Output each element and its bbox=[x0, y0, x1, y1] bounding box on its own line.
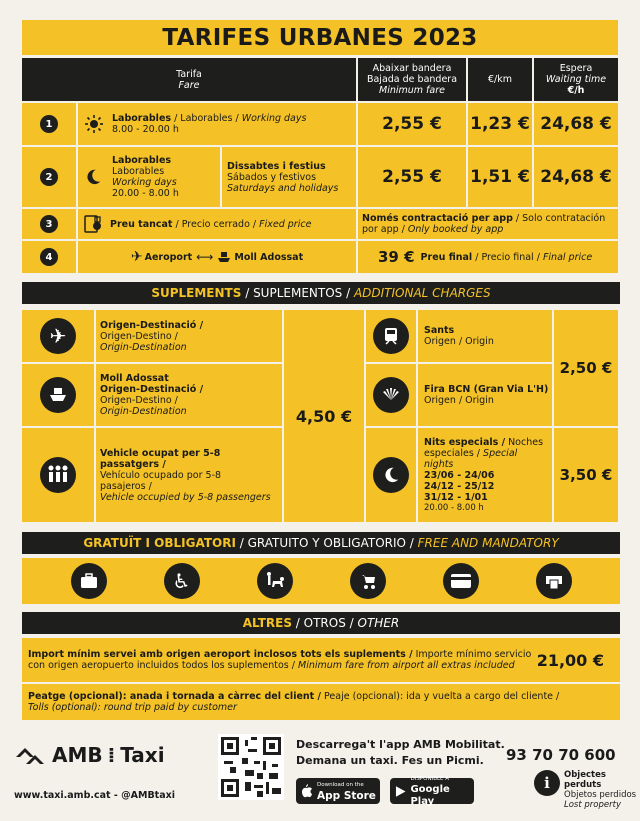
row-4-route-cell: ✈ Aeroport ⟷ Moll Adossat bbox=[78, 241, 356, 273]
supp-vehicle-text: Vehicle ocupat per 5-8 passatgers / Vehículo ocupado por 5-8 pasajeros / Vehicle occupied by 5-8 passengers bbox=[96, 428, 282, 522]
moon-icon bbox=[373, 457, 409, 493]
supplements-bar: SUPLEMENTS / SUPLEMENTOS / ADDITIONAL CHARGES bbox=[22, 282, 620, 304]
supp-sants-text: Sants Origen / Origin bbox=[418, 310, 552, 362]
supp-port-text: Moll Adossat Origen-Destinació / Origen-Destino / Origin-Destination bbox=[96, 364, 282, 426]
app-promo-line2: Demana un taxi. Fes un Picmi. bbox=[296, 754, 484, 767]
other-min-price: 21,00 € bbox=[536, 650, 604, 670]
row-3-fare-cell: Preu tancat / Precio cerrado / Fixed price bbox=[78, 209, 356, 239]
free-mandatory-bar: GRATUÏT I OBLIGATORI / GRATUITO Y OBLIGATORIO / FREE AND MANDATORY bbox=[22, 532, 620, 554]
supp-night-text: Nits especials / Noches especiales / Special nights 23/06 - 24/06 24/12 - 25/12 31/12 - 1/01 20.00 - 8.00 h bbox=[418, 428, 552, 522]
airplane-icon: ✈ bbox=[130, 249, 143, 265]
lost-property: Objectes perduts Objetos perdidos Lost property bbox=[564, 770, 637, 810]
supp-sants-icon-cell bbox=[366, 310, 416, 362]
supp-airport-text: Origen-Destinació / Origen-Destino / Origin-Destination bbox=[96, 310, 282, 362]
double-arrow-icon: ⟷ bbox=[196, 250, 214, 264]
supp-vehicle-icon-cell bbox=[22, 428, 94, 522]
supp-price-mid: 2,50 € bbox=[554, 310, 618, 426]
receipt-icon bbox=[536, 563, 572, 599]
header-km: €/km bbox=[468, 58, 532, 101]
row-1-fare-cell: Laborables / Laborables / Working days 8.00 - 20.00 h bbox=[78, 103, 356, 145]
ship-icon bbox=[217, 250, 231, 264]
row-3-num-cell bbox=[22, 209, 76, 239]
page-title: TARIFES URBANES 2023 bbox=[162, 24, 478, 51]
row-1-km: 1,23 € bbox=[468, 103, 532, 145]
airplane-icon: ✈ bbox=[40, 318, 76, 354]
sun-icon bbox=[84, 114, 104, 134]
website-link[interactable]: www.taxi.amb.cat - @AMBtaxi bbox=[14, 790, 176, 801]
row-1-wait: 24,68 € bbox=[534, 103, 618, 145]
other-toll-cell: Peatge (opcional): anada i tornada a càrrec del client / Peaje (opcional): ida y vuelta a cargo del cliente / Tolls (optional): round trip paid by customer bbox=[22, 684, 620, 720]
title-banner bbox=[22, 20, 618, 55]
row-1-num-cell bbox=[22, 103, 76, 145]
header-wait: Espera Waiting time €/h bbox=[534, 58, 618, 101]
row-2-wait: 24,68 € bbox=[534, 147, 618, 207]
supp-price-night: 3,50 € bbox=[554, 428, 618, 522]
qr-code[interactable] bbox=[218, 734, 284, 800]
row-2-weekend-cell: Dissabtes i festius Sábados y festivos Saturdays and holidays bbox=[222, 147, 356, 207]
moon-icon bbox=[84, 168, 102, 186]
phone-number[interactable]: 93 70 70 600 bbox=[506, 746, 616, 764]
row-2-fare-cell: Laborables Laborables Working days 20.00 - 8.00 h bbox=[78, 147, 220, 207]
wheelchair-icon: ♿ bbox=[164, 563, 200, 599]
other-min-fare-cell: Import mínim servei amb origen aeroport inclosos tots els suplements / Importe mínimo servicio con origen aeropuerto incluidos todos los suplementos / Minimum fare from airport all extras included 21,00 € bbox=[22, 638, 620, 682]
row-3-note-cell: Només contractació per app / Solo contratación por app / Only booked by app bbox=[358, 209, 618, 239]
row-4-price-cell: 39 € Preu final / Precio final / Final price bbox=[358, 241, 618, 273]
apple-icon-shape bbox=[301, 784, 313, 798]
row-2-num-cell bbox=[22, 147, 76, 207]
row-number-badge: 2 bbox=[40, 168, 58, 186]
stroller-icon bbox=[350, 563, 386, 599]
fixed-price-icon bbox=[82, 213, 104, 235]
guide-dog-icon bbox=[257, 563, 293, 599]
supp-night-icon-cell bbox=[366, 428, 416, 522]
amb-logo: AMB ⁞ Taxi bbox=[14, 740, 165, 770]
passengers-icon bbox=[40, 457, 76, 493]
fira-icon bbox=[373, 377, 409, 413]
google-play-button[interactable]: DISPONIBLE A Google Play bbox=[390, 778, 474, 804]
header-fare: Tarifa Fare bbox=[22, 58, 356, 101]
info-icon: i bbox=[534, 770, 560, 796]
supp-fira-text: Fira BCN (Gran Via L'H) Origen / Origin bbox=[418, 364, 552, 426]
row-number-badge: 3 bbox=[40, 215, 58, 233]
supp-port-icon-cell bbox=[22, 364, 94, 426]
row-number-badge: 1 bbox=[40, 115, 58, 133]
supp-fira-icon-cell bbox=[366, 364, 416, 426]
row-number-badge: 4 bbox=[40, 248, 58, 266]
supp-price-left: 4,50 € bbox=[284, 310, 364, 522]
card-payment-icon bbox=[443, 563, 479, 599]
row-2-min-fare: 2,55 € bbox=[358, 147, 466, 207]
amb-arrow-logo-icon bbox=[14, 740, 48, 770]
ship-icon bbox=[40, 377, 76, 413]
free-icons-row bbox=[22, 558, 620, 604]
train-icon bbox=[373, 318, 409, 354]
row-1-min-fare: 2,55 € bbox=[358, 103, 466, 145]
row-2-km: 1,51 € bbox=[468, 147, 532, 207]
header-min-fare: Abaixar bandera Bajada de bandera Minimum fare bbox=[358, 58, 466, 101]
luggage-icon bbox=[71, 563, 107, 599]
app-promo-line1: Descarrega't l'app AMB Mobilitat. bbox=[296, 738, 505, 751]
app-store-button[interactable]: Download on the App Store bbox=[296, 778, 380, 804]
supp-airport-icon-cell bbox=[22, 310, 94, 362]
play-store-icon bbox=[395, 785, 406, 798]
other-bar: ALTRES / OTROS / OTHER bbox=[22, 612, 620, 634]
row-4-num-cell bbox=[22, 241, 76, 273]
